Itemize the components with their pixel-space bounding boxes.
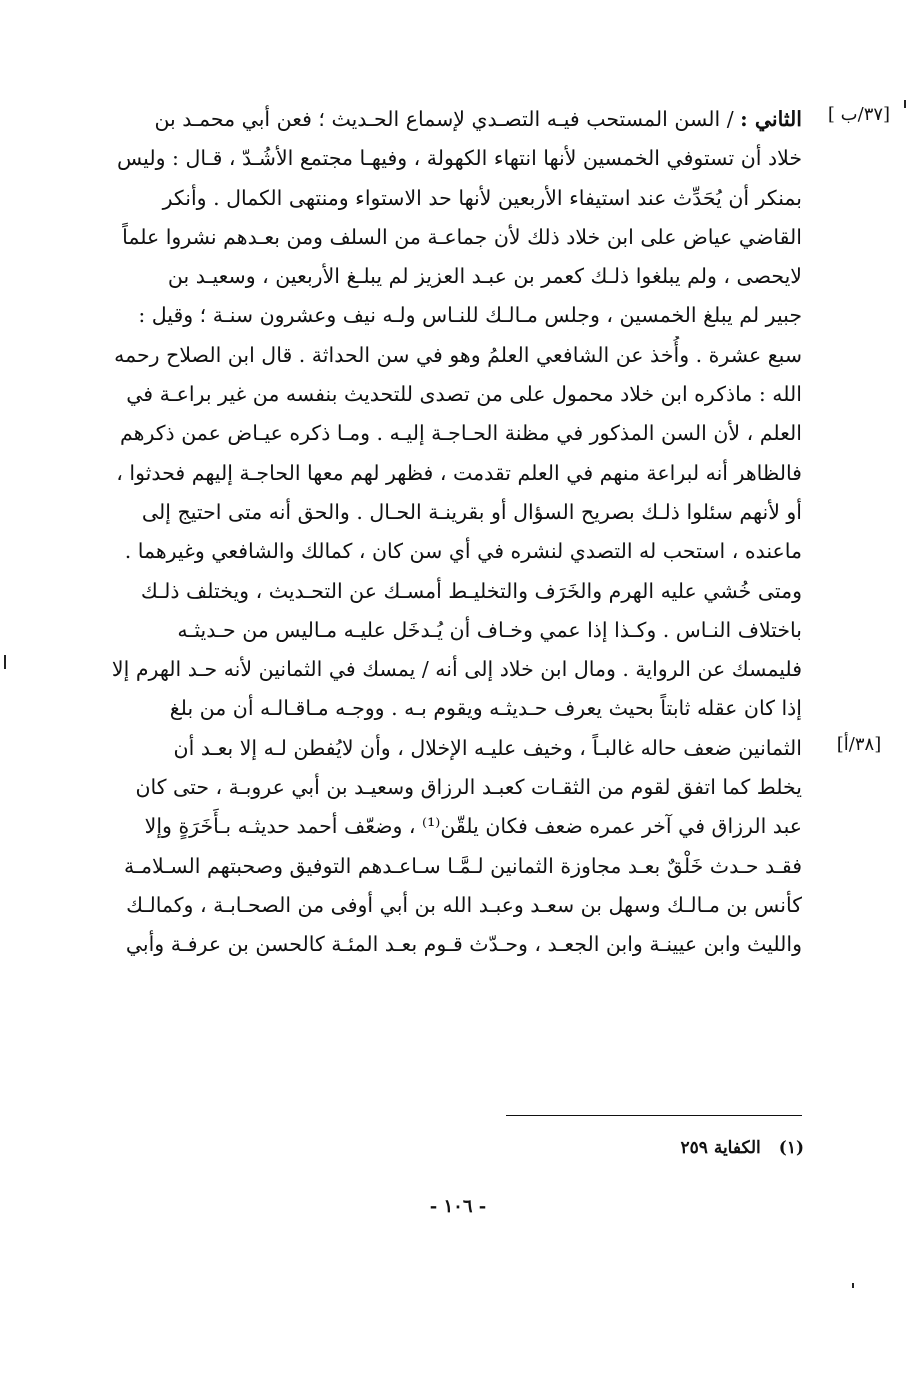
text-line	[106, 139, 802, 178]
scan-speck	[852, 1283, 854, 1288]
text-line	[106, 650, 802, 689]
line-text: فقـد حـدث خَلْقٌ بعـد مجاوزة الثمانين لـمَّـا سـاعـدهم التوفيق وصحبتهم السـلامـة	[124, 853, 802, 878]
text-line	[106, 100, 802, 139]
text-line	[106, 493, 802, 532]
text-line	[106, 611, 802, 650]
line-text: أو لأنهم سئلوا ذلـك بصريح السؤال أو بقرينـة الحـال . والحق أنه متى احتيج إلى	[141, 499, 802, 524]
text-line	[106, 886, 802, 925]
text-line	[106, 454, 802, 493]
text-line	[106, 336, 802, 375]
line-text: الله : ماذكره ابن خلاد محمول على من تصدى للتحديث بنفسه من غير براعـة في	[126, 382, 802, 407]
text-line	[106, 414, 802, 453]
text-line	[106, 375, 802, 414]
line-text: ماعنده ، استحب له التصدي لنشره في أي سن كان ، كمالك والشافعي وغيرهما .	[124, 539, 802, 564]
text-line	[106, 218, 802, 257]
line-text: خلاد أن تستوفي الخمسين لأنها انتهاء الكهولة ، وفيهـا مجتمع الأشُـدّ ، قـال : وليس	[117, 146, 802, 171]
text-line	[106, 807, 802, 846]
text-line	[106, 689, 802, 728]
section-heading: الثاني :	[740, 107, 802, 131]
line-text: جبير لم يبلغ الخمسين ، وجلس مـالـك للنـاس ولـه نيف وعشرون سنـة ؛ وقيل :	[138, 303, 802, 328]
line-text: إذا كان عقله ثابتاً بحيث يعرف حـديثـه ويقوم بـه . ووجـه مـاقـالـه أن من بلغ	[169, 696, 802, 721]
main-text	[106, 100, 802, 965]
text-line	[106, 532, 802, 571]
line-text: فالظاهر أنه لبراعة منهم في العلم تقدمت ، فظهر لهم معها الحاجـة إليهم فحدثوا ،	[116, 460, 802, 485]
scan-speck	[904, 100, 906, 108]
line-text: عبد الرزاق في آخر عمره ضعف فكان يلقّن⁽¹⁾ ، وضعّف أحمد حديثـه بـأَخَرَةٍ وإلا	[144, 814, 802, 839]
footnote	[681, 1138, 804, 1158]
text-line	[106, 572, 802, 611]
footnote-number: (١)	[778, 1138, 804, 1158]
scan-speck	[4, 655, 6, 669]
line-text: باختلاف النـاس . وكـذا إذا عمي وخـاف أن يُـدخَل عليـه مـاليس من حـديثـه	[177, 617, 802, 642]
margin-folio-note: [٣٨/أ]	[836, 734, 882, 755]
line-text: يخلط كما اتفق لقوم من الثقـات كعبـد الرزاق وسعيـد بن أبي عروبـة ، حتى كان	[135, 775, 802, 800]
line-text: القاضي عياض على ابن خلاد ذلك لأن جماعـة من السلف ومن بعـدهم نشروا علماً	[122, 224, 802, 249]
line-text: العلم ، لأن السن المذكور في مظنة الحـاجـة إليـه . ومـا ذكره عيـاض عمن ذكرهم	[120, 421, 802, 446]
line-text: لايحصى ، ولم يبلغوا ذلـك كعمر بن عبـد العزيز لم يبلـغ الأربعين ، وسعيـد بن	[167, 264, 802, 289]
line-text: ومتى خُشي عليه الهرم والخَرَف والتخليـط أمسـك عن التحـديث ، ويختلف ذلـك	[140, 578, 802, 603]
page-number: - ١٠٦ -	[429, 1196, 487, 1217]
text-line	[106, 768, 802, 807]
line-text: الثمانين ضعف حاله غالبـاً ، وخيف عليـه الإخلال ، وأن لايُفطن لـه إلا بعـد أن	[173, 735, 802, 760]
footnote-text: الكفاية ٢٥٩	[680, 1138, 761, 1158]
line-text: فليمسك عن الرواية . ومال ابن خلاد إلى أنه / يمسك في الثمانين لأنه حـد الهرم إلا	[111, 657, 802, 682]
text-line	[106, 296, 802, 335]
line-text: كأنس بن مـالـك وسهل بن سعـد وعبـد الله بن أبي أوفى من الصحـابـة ، وكمالـك	[126, 892, 802, 917]
text-line	[106, 925, 802, 964]
line-text: / السن المستحب فيـه التصـدي لإسماع الحـديث ؛ فعن أبي محمـد بن	[154, 107, 741, 131]
line-text: والليث وابن عيينـة وابن الجعـد ، وحـدّث قـوم بعـد المئـة كالحسن بن عرفـة وأبي	[125, 932, 802, 957]
line-text: بمنكر أن يُحَدِّث عند استيفاء الأربعين لأنها حد الاستواء ومنتهى الكمال . وأنكر	[162, 185, 802, 210]
text-line	[106, 847, 802, 886]
footnote-divider	[506, 1115, 802, 1116]
text-line	[106, 257, 802, 296]
text-line	[106, 729, 802, 768]
line-text: سبع عشرة . وأُخذ عن الشافعي العلمُ وهو في سن الحداثة . قال ابن الصلاح رحمه	[114, 342, 802, 367]
text-line	[106, 179, 802, 218]
margin-folio-note: [٣٧/ب ]	[827, 104, 891, 125]
